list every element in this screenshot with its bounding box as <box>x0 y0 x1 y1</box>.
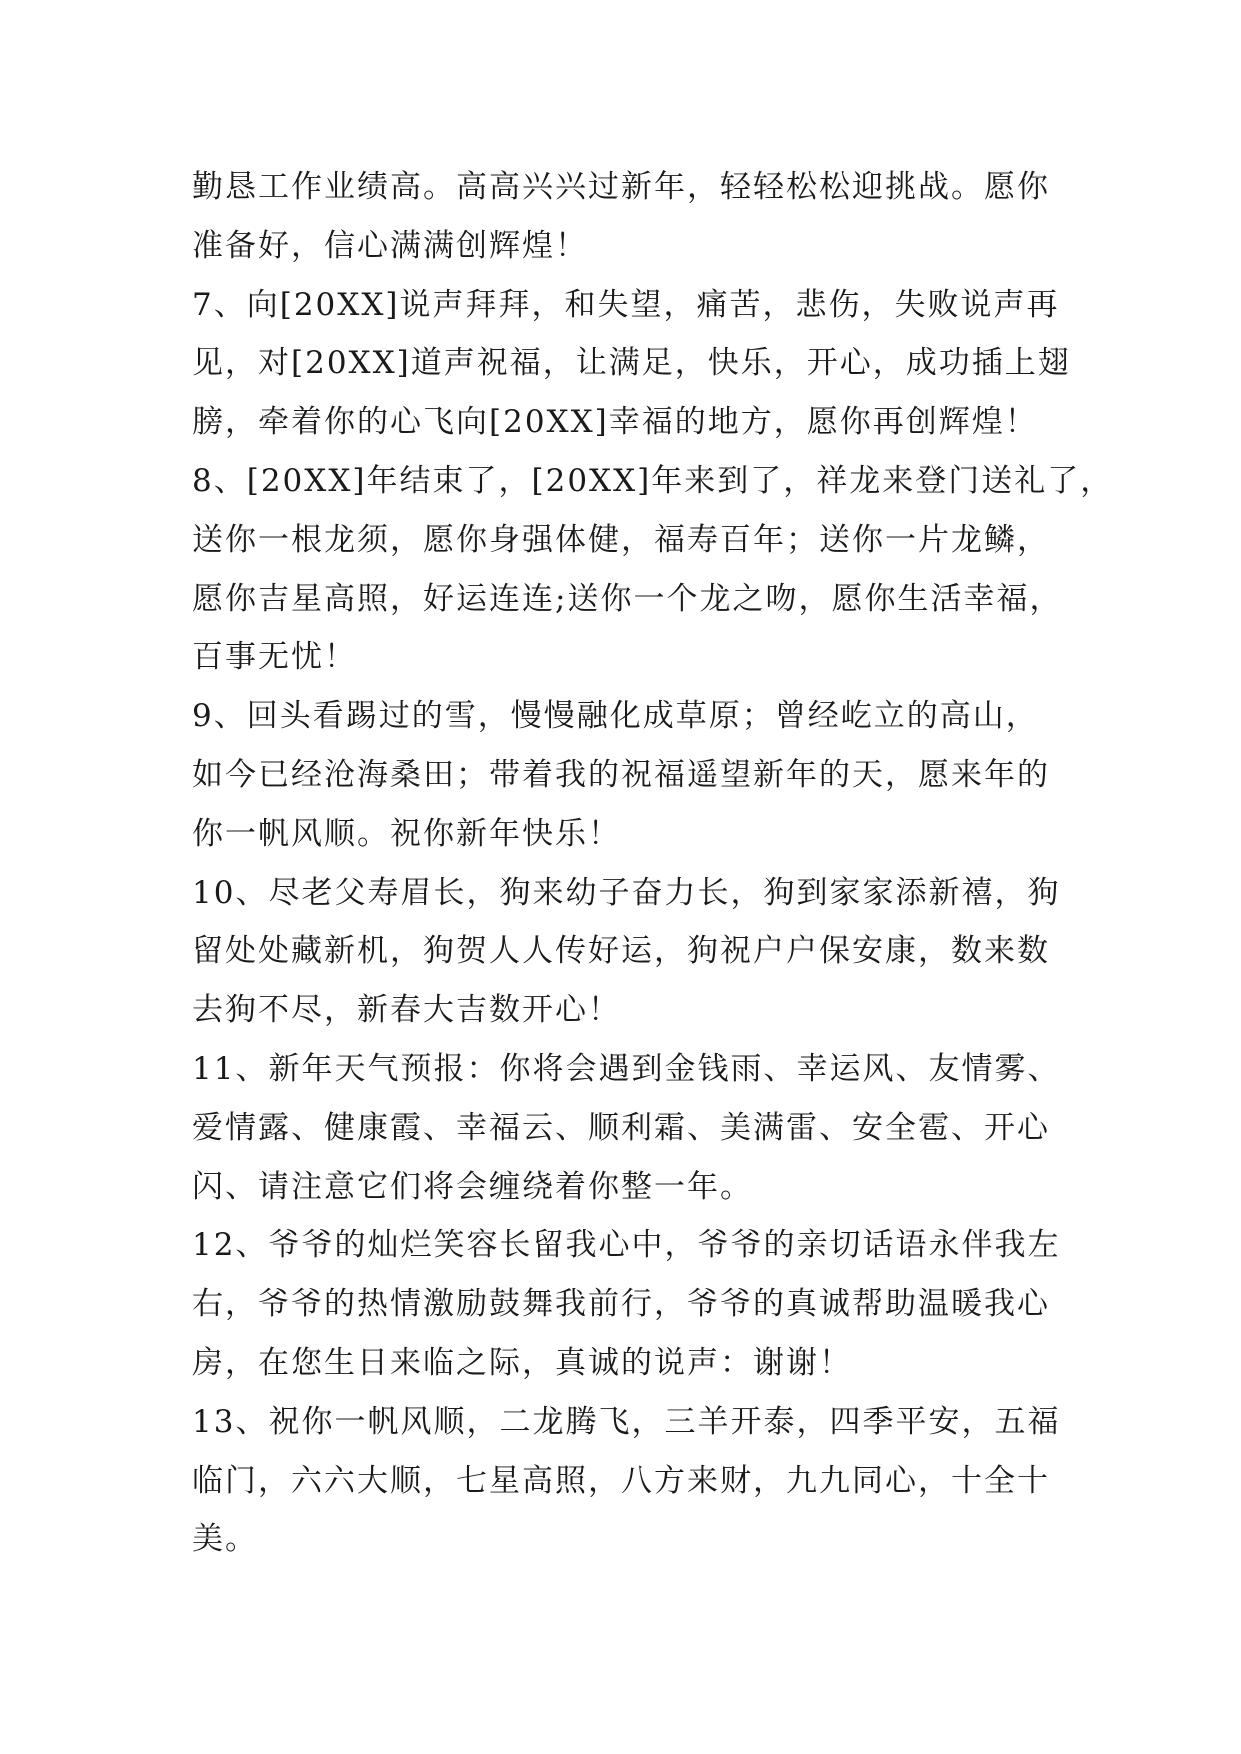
text-line: 愿你吉星高照，好运连连;送你一个龙之吻，愿你生活幸福， <box>192 580 1063 617</box>
text-line: 右，爷爷的热情激励鼓舞我前行，爷爷的真诚帮助温暖我心 <box>192 1286 1050 1323</box>
text-line: 你一帆风顺。祝你新年快乐！ <box>192 815 621 852</box>
text-line: 8、[20XX]年结束了，[20XX]年来到了，祥龙来登门送礼了， <box>192 462 1114 499</box>
text-line: 11、新年天气预报：你将会遇到金钱雨、幸运风、友情雾、 <box>192 1050 1061 1087</box>
text-line: 去狗不尽，新春大吉数开心！ <box>192 992 621 1029</box>
text-line: 12、爷爷的灿烂笑容长留我心中，爷爷的亲切话语永伴我左 <box>192 1227 1061 1264</box>
text-line: 勤恳工作业绩高。高高兴兴过新年，轻轻松松迎挑战。愿你 <box>192 169 1050 205</box>
text-line: 临门，六六大顺，七星高照，八方来财，九九同心，十全十 <box>192 1462 1050 1499</box>
text-line: 13、祝你一帆风顺，二龙腾飞，三羊开泰，四季平安，五福 <box>192 1403 1061 1440</box>
text-line: 膀，牵着你的心飞向[20XX]幸福的地方，愿你再创辉煌！ <box>192 404 1038 441</box>
text-line: 准备好，信心满满创辉煌！ <box>192 227 588 264</box>
text-line: 百事无忧！ <box>192 639 357 676</box>
text-line: 7、向[20XX]说声拜拜，和失望，痛苦，悲伤，失败说声再 <box>192 286 1060 323</box>
text-line: 留处处藏新机，狗贺人人传好运，狗祝户户保安康，数来数 <box>192 933 1050 970</box>
text-line: 如今已经沧海桑田；带着我的祝福遥望新年的天，愿来年的 <box>192 756 1050 793</box>
text-line: 爱情露、健康霞、幸福云、顺利霜、美满雷、安全雹、开心 <box>192 1109 1050 1146</box>
text-line: 房，在您生日来临之际，真诚的说声：谢谢！ <box>192 1344 852 1381</box>
text-line: 闪、请注意它们将会缠绕着你整一年。 <box>192 1168 753 1205</box>
text-line: 9、回头看踢过的雪，慢慢融化成草原；曾经屹立的高山， <box>192 698 1039 735</box>
text-line: 10、尽老父寿眉长，狗来幼子奋力长，狗到家家添新禧，狗 <box>192 874 1061 911</box>
document-body <box>192 158 1114 1569</box>
text-line: 见，对[20XX]道声祝福，让满足，快乐，开心，成功插上翅 <box>192 345 1071 382</box>
text-line: 美。 <box>192 1521 258 1558</box>
text-line: 送你一根龙须，愿你身强体健，福寿百年；送你一片龙鳞， <box>192 521 1050 558</box>
